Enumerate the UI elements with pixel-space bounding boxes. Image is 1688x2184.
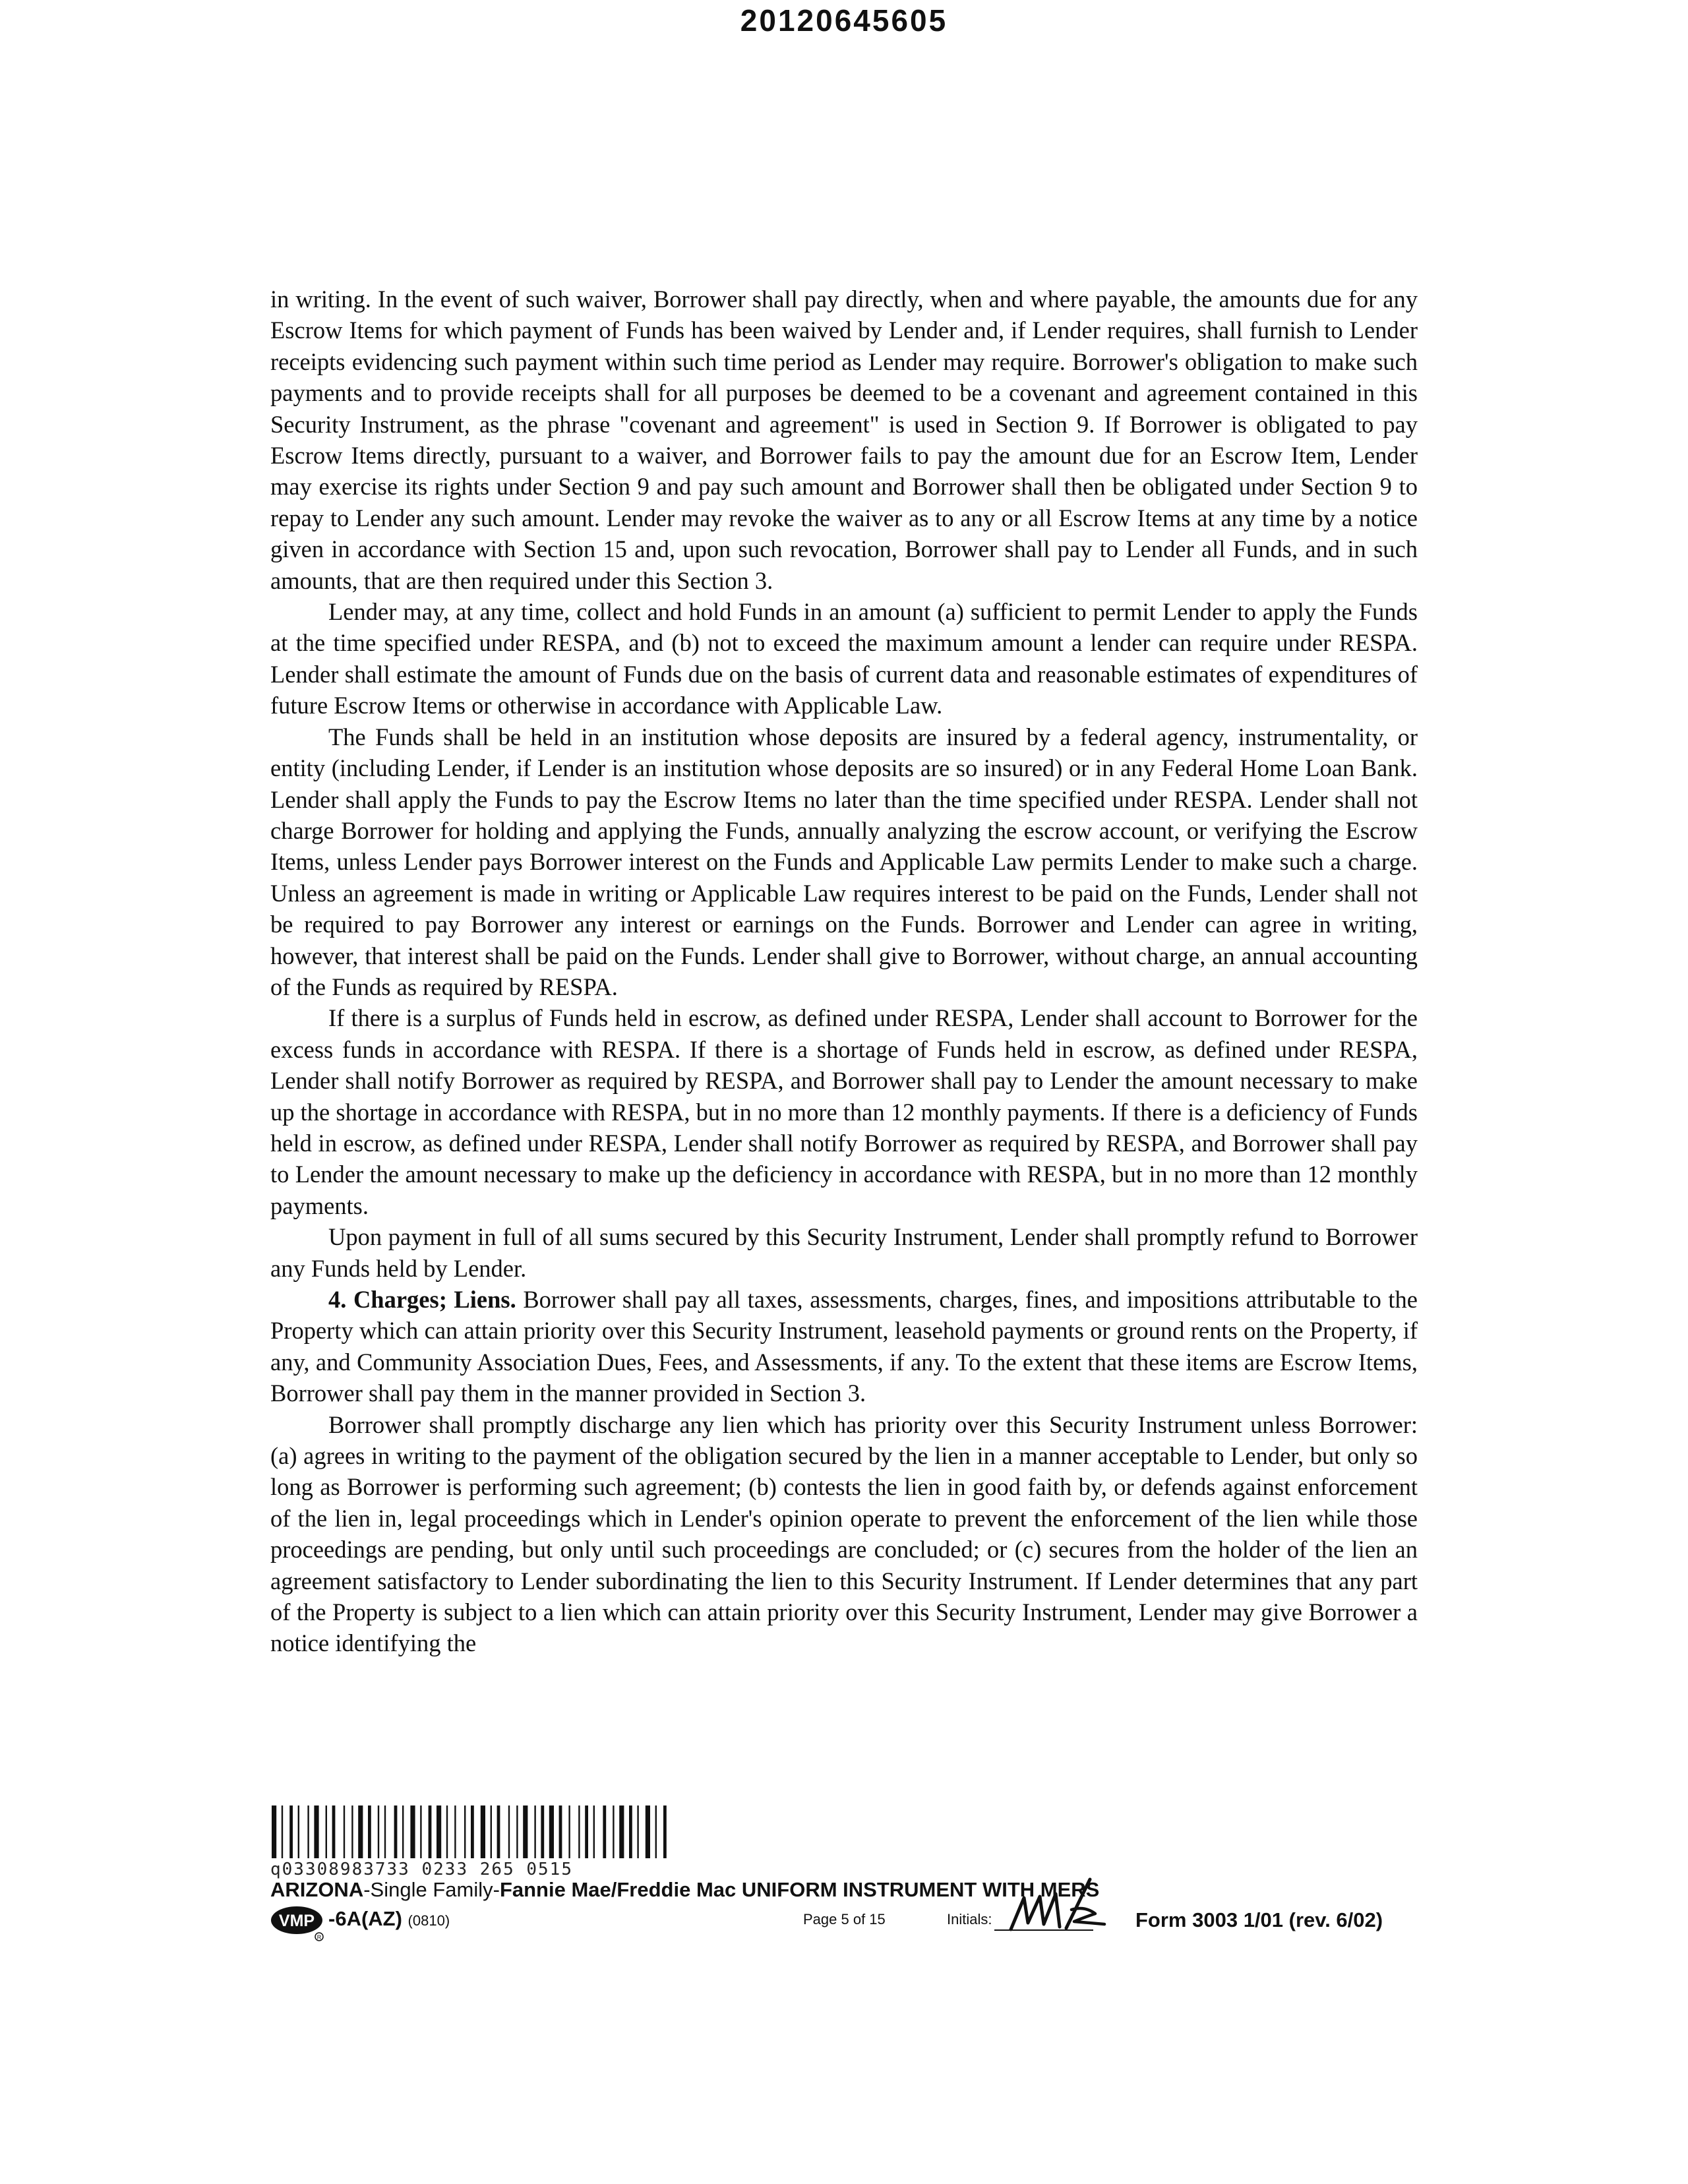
section-4-heading: 4. Charges; Liens.	[328, 1286, 516, 1313]
barcode-bar	[307, 1805, 309, 1858]
document-body	[270, 284, 1418, 1659]
barcode-bar	[629, 1805, 632, 1858]
form-code-version: (0810)	[407, 1912, 450, 1929]
barcode-bar	[481, 1805, 485, 1858]
paragraph-surplus-shortage: If there is a surplus of Funds held in escrow, as defined under RESPA, Lender shall account to Borrower for the excess funds in accordance with RESPA. If there is a shortage of Funds held in escrow, as defined under RESPA, Lender shall notify Borrower as required by RESPA, and Borrower shall pay to Lender the amount necessary to make up the shortage in accordance with RESPA, but in no more than 12 monthly payments. If there is a deficiency of Funds held in escrow, as defined under RESPA, Lender shall notify Borrower as required by RESPA, and Borrower shall pay to Lender the amount necessary to make up the deficiency in accordance with RESPA, but in no more than 12 monthly payments.	[270, 1004, 1418, 1219]
barcode-bar	[568, 1805, 570, 1858]
barcode-bar	[646, 1805, 650, 1858]
barcode-number: q03308983733 0233 265 0515	[270, 1860, 573, 1879]
form-agency: Fannie Mae/Freddie Mac	[499, 1878, 737, 1901]
barcode-bar	[454, 1805, 456, 1858]
barcode-bar	[464, 1805, 466, 1858]
barcode-bar	[619, 1805, 624, 1858]
barcode-bar	[351, 1805, 353, 1858]
barcode-bar	[332, 1805, 336, 1858]
barcode-bar	[368, 1805, 371, 1858]
paragraph-funds-held: The Funds shall be held in an institution whose deposits are insured by a federal agency, instrumentality, or entity (including Lender, if Lender is an institution whose deposits are so insured) or in any Federal Home Loan Bank. Lender shall apply the Funds to pay the Escrow Items no later than the time specified under RESPA. Lender shall not charge Borrower for holding and applying the Funds, annually analyzing the escrow account, or verifying the Escrow Items, unless Lender pays Borrower interest on the Funds and Applicable Law permits Lender to make such a charge. Unless an agreement is made in writing or Applicable Law requires interest to be paid on the Funds, Lender shall not be required to pay Borrower any interest or earnings on the Funds. Borrower and Lender can agree in writing, however, that interest shall be paid on the Funds. Lender shall give to Borrower, without charge, an annual accounting of the Funds as required by RESPA.	[270, 723, 1418, 1000]
form-code-label: -6A(AZ)	[328, 1907, 402, 1930]
barcode-bar	[420, 1805, 421, 1858]
paragraph-discharge-lien: Borrower shall promptly discharge any lien which has priority over this Security Instrument unless Borrower: (a) agrees in writing to the payment of the obligation secured by the lien in a manner acceptable to Lender, but only so long as Borrower is performing such agreement; (b) contests the lien in good faith by, or defends against enforcement of the lien in, legal proceedings which in Lender's opinion operate to prevent the enforcement of the lien while those proceedings are pending, but only until such proceedings are concluded; or (c) secures from the holder of the lien an agreement satisfactory to Lender subordinating the lien to this Security Instrument. If Lender determines that any part of the Property is subject to a lien which can attain priority over this Security Instrument, Lender may give Borrower a notice identifying the	[270, 1410, 1418, 1657]
barcode-bar	[437, 1805, 441, 1858]
barcode-bar	[272, 1805, 276, 1858]
svg-text:R: R	[316, 1934, 322, 1941]
barcode-bar	[663, 1805, 667, 1858]
barcode-bar	[559, 1805, 562, 1858]
document-number: 20120645605	[740, 3, 948, 38]
barcode-bar	[289, 1805, 293, 1858]
barcode-bar	[534, 1805, 535, 1858]
barcode-bar	[446, 1805, 448, 1858]
paragraph-collect-funds: Lender may, at any time, collect and hold Funds in an amount (a) sufficient to permit Lender to apply the Funds at the time specified under RESPA, and (b) not to exceed the maximum amount a lender can require under RESPA. Lender shall estimate the amount of Funds due on the basis of current data and reasonable estimates of expenditures of future Escrow Items or otherwise in accordance with Applicable Law.	[270, 598, 1418, 719]
barcode-bar	[344, 1805, 345, 1858]
section-4-charges-liens	[270, 1284, 1418, 1409]
barcode-bar	[497, 1805, 500, 1858]
barcode-bar	[508, 1805, 510, 1858]
page-indicator: Page 5 of 15	[803, 1911, 886, 1927]
barcode-bar	[637, 1805, 638, 1858]
initials-label: Initials:	[947, 1911, 992, 1927]
barcode-bar	[378, 1805, 379, 1858]
barcode-bar	[314, 1805, 318, 1858]
vmp-logo-text: VMP	[278, 1912, 315, 1930]
form-title	[270, 1878, 1099, 1902]
barcode-bar	[549, 1805, 554, 1858]
paragraph-refund: Upon payment in full of all sums secured by this Security Instrument, Lender shall promptly refund to Borrower any Funds held by Lender.	[270, 1223, 1418, 1282]
barcode-bar	[593, 1805, 595, 1858]
vmp-logo-icon	[270, 1904, 326, 1941]
barcode	[270, 1805, 732, 1858]
barcode-bar	[578, 1805, 580, 1858]
barcode-bar	[326, 1805, 327, 1858]
barcode-block	[270, 1805, 732, 1879]
form-family: -Single Family-	[363, 1878, 500, 1901]
barcode-bar	[402, 1805, 404, 1858]
form-code	[328, 1907, 450, 1931]
form-instrument: UNIFORM INSTRUMENT WITH MERS	[736, 1878, 1100, 1901]
barcode-bar	[613, 1805, 614, 1858]
barcode-bar	[491, 1805, 492, 1858]
barcode-bar	[516, 1805, 518, 1858]
form-footer	[270, 1904, 1418, 1944]
barcode-bar	[384, 1805, 386, 1858]
barcode-bar	[298, 1805, 299, 1858]
barcode-bar	[429, 1805, 432, 1858]
barcode-bar	[358, 1805, 363, 1858]
barcode-bar	[541, 1805, 544, 1858]
barcode-bar	[282, 1805, 283, 1858]
barcode-bar	[394, 1805, 398, 1858]
section-4-text: Borrower shall pay all taxes, assessments, charges, fines, and impositions attributable to the Property which can attain priority over this Security Instrument, leasehold payments or ground rents on the Property, if any, and Community Association Dues, Fees, and Assessments, if any. To the extent that these items are Escrow Items, Borrower shall pay them in the manner provided in Section 3.	[270, 1286, 1418, 1407]
form-state: ARIZONA	[270, 1878, 364, 1901]
barcode-bar	[603, 1805, 606, 1858]
barcode-bar	[585, 1805, 588, 1858]
form-id: Form 3003 1/01 (rev. 6/02)	[1135, 1908, 1383, 1931]
barcode-bar	[471, 1805, 474, 1858]
initials-signature	[1006, 1871, 1137, 1937]
barcode-bar	[655, 1805, 657, 1858]
paragraph-escrow-waiver: in writing. In the event of such waiver, Borrower shall pay directly, when and where payable, the amounts due for any Escrow Items for which payment of Funds has been waived by Lender and, if Lender requires, shall furnish to Lender receipts evidencing such payment within such time period as Lender may require. Borrower's obligation to make such payments and to provide receipts shall for all purposes be deemed to be a covenant and agreement contained in this Security Instrument, as the phrase "covenant and agreement" is used in Section 9. If Borrower is obligated to pay Escrow Items directly, pursuant to a waiver, and Borrower fails to pay the amount due for an Escrow Item, Lender may exercise its rights under Section 9 and pay such amount and Borrower shall then be obligated under Section 9 to repay to Lender any such amount. Lender may revoke the waiver as to any or all Escrow Items at any time by a notice given in accordance with Section 15 and, upon such revocation, Borrower shall pay to Lender all Funds, and in such amounts, that are then required under this Section 3.	[270, 286, 1418, 594]
barcode-bar	[523, 1805, 528, 1858]
barcode-bar	[410, 1805, 415, 1858]
